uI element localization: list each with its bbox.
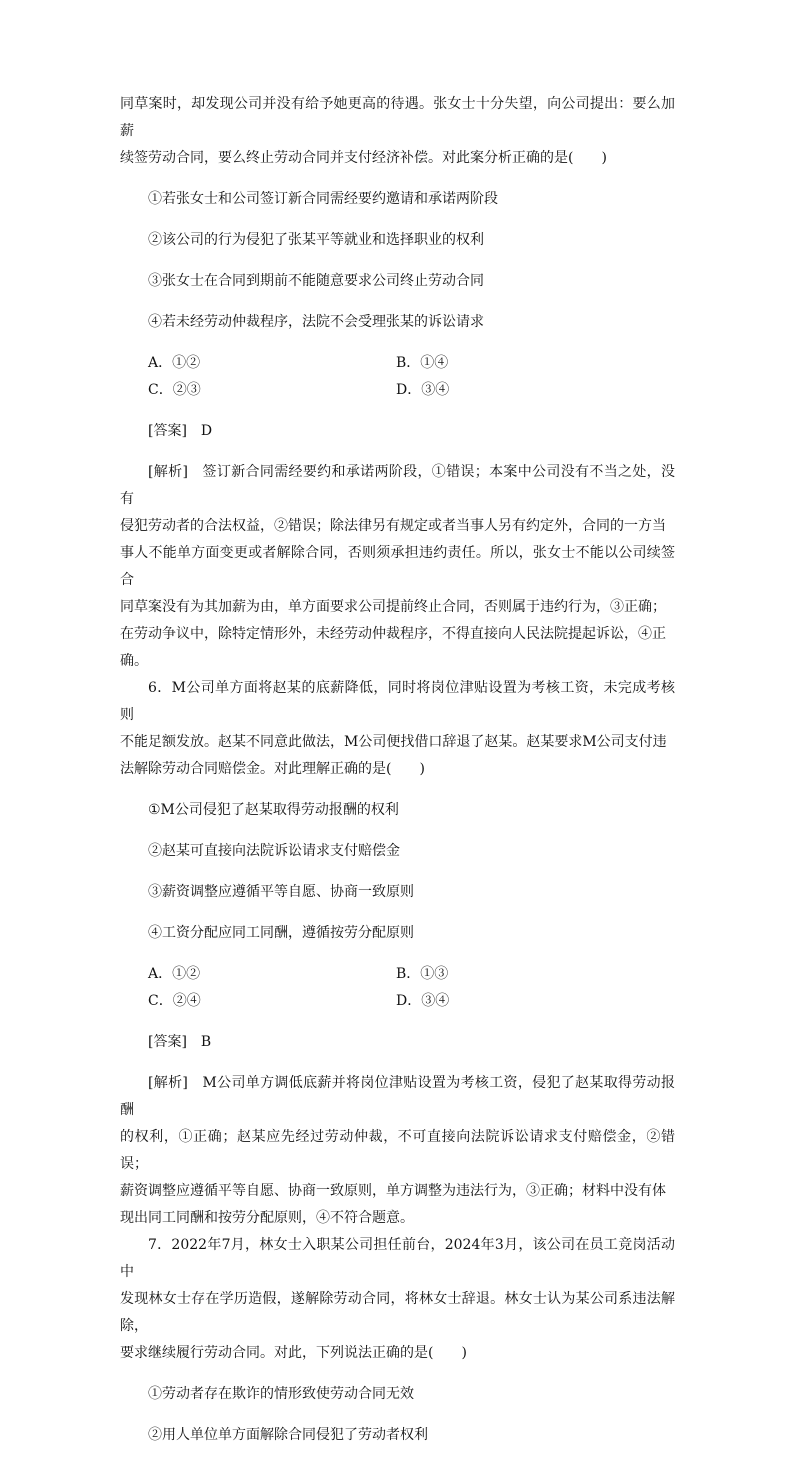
question-5-analysis-line: 同草案没有为其加薪为由，单方面要求公司提前终止合同，否则属于违约行为，③正确；: [120, 599, 666, 615]
question-7: [120, 1232, 675, 1449]
question-6-choice-c: C．②④: [148, 993, 201, 1009]
question-6-stem-line: 6．M公司单方面将赵某的底薪降低，同时将岗位津贴设置为考核工资，未完成考核则: [120, 680, 675, 723]
question-6-analysis-line: [解析] M公司单方调低底薪并将岗位津贴设置为考核工资，侵犯了赵某取得劳动报酬: [120, 1075, 675, 1118]
question-5-option-4: ④若未经劳动仲裁程序，法院不会受理张某的诉讼请求: [148, 314, 484, 330]
question-6-analysis-line: 现出同工同酬和按劳分配原则，④不符合题意。: [120, 1210, 414, 1226]
question-6-option-3: ③薪资调整应遵循平等自愿、协商一致原则: [148, 884, 414, 900]
question-5-choice-a: A．①②: [148, 355, 201, 371]
question-5: [120, 91, 675, 675]
question-6-choices-row-2: [120, 988, 675, 1015]
question-5-choice-c: C．②③: [148, 382, 201, 398]
question-5-answer: [答案] D: [148, 423, 213, 439]
question-7-option-2: ②用人单位单方面解除合同侵犯了劳动者权利: [148, 1427, 428, 1443]
question-5-stem-line: 同草案时，却发现公司并没有给予她更高的待遇。张女士十分失望，向公司提出：要么加薪: [120, 96, 675, 139]
question-5-choices-row-1: [120, 350, 675, 377]
question-6-stem-line: 不能足额发放。赵某不同意此做法，M公司便找借口辞退了赵某。赵某要求M公司支付违: [120, 734, 667, 750]
question-6-option-2: ②赵某可直接向法院诉讼请求支付赔偿金: [148, 843, 400, 859]
question-6-analysis-line: 薪资调整应遵循平等自愿、协商一致原则，单方调整为违法行为，③正确；材料中没有体: [120, 1183, 666, 1199]
question-6-answer: [答案] B: [148, 1034, 212, 1050]
question-6-choices-row-1: [120, 961, 675, 988]
question-6-choice-b: B．①③: [396, 966, 449, 982]
question-6-option-4: ④工资分配应同工同酬，遵循按劳分配原则: [148, 925, 414, 941]
question-5-analysis-line: 在劳动争议中，除特定情形外，未经劳动仲裁程序，不得直接向人民法院提起诉讼，④正: [120, 626, 666, 642]
question-5-analysis-line: [解析] 签订新合同需经要约和承诺两阶段，①错误；本案中公司没有不当之处，没有: [120, 464, 675, 507]
question-5-option-2: ②该公司的行为侵犯了张某平等就业和选择职业的权利: [148, 232, 484, 248]
question-6-option-1: ①M公司侵犯了赵某取得劳动报酬的权利: [148, 802, 399, 818]
question-5-choice-b: B．①④: [396, 355, 449, 371]
question-7-stem-line: 发现林女士存在学历造假，遂解除劳动合同，将林女士辞退。林女士认为某公司系违法解除，: [120, 1291, 675, 1334]
question-7-stem-line: 要求继续履行劳动合同。对此，下列说法正确的是( ): [120, 1345, 467, 1361]
question-6-choice-d: D．③④: [396, 993, 450, 1009]
question-5-analysis-line: 侵犯劳动者的合法权益，②错误；除法律另有规定或者当事人另有约定外，合同的一方当: [120, 518, 666, 534]
document-body: [120, 91, 675, 1463]
question-5-choices-row-2: [120, 377, 675, 404]
question-5-stem-line: 续签劳动合同，要么终止劳动合同并支付经济补偿。对此案分析正确的是( ): [120, 150, 607, 166]
question-5-choice-d: D．③④: [396, 382, 450, 398]
question-5-analysis-line: 事人不能单方面变更或者解除合同，否则须承担违约责任。所以，张女士不能以公司续签合: [120, 545, 675, 588]
question-6-analysis-line: 的权利，①正确；赵某应先经过劳动仲裁，不可直接向法院诉讼请求支付赔偿金，②错误；: [120, 1129, 675, 1172]
question-7-stem-line: 7．2022年7月，林女士入职某公司担任前台，2024年3月，该公司在员工竞岗活动中: [120, 1237, 675, 1280]
question-6: [120, 675, 675, 1232]
question-6-stem-line: 法解除劳动合同赔偿金。对此理解正确的是( ): [120, 761, 425, 777]
question-6-choice-a: A．①②: [148, 966, 201, 982]
question-5-analysis-line: 确。: [120, 653, 148, 669]
question-5-option-1: ①若张女士和公司签订新合同需经要约邀请和承诺两阶段: [148, 191, 498, 207]
question-7-option-1: ①劳动者存在欺诈的情形致使劳动合同无效: [148, 1386, 414, 1402]
question-5-option-3: ③张女士在合同到期前不能随意要求公司终止劳动合同: [148, 273, 484, 289]
